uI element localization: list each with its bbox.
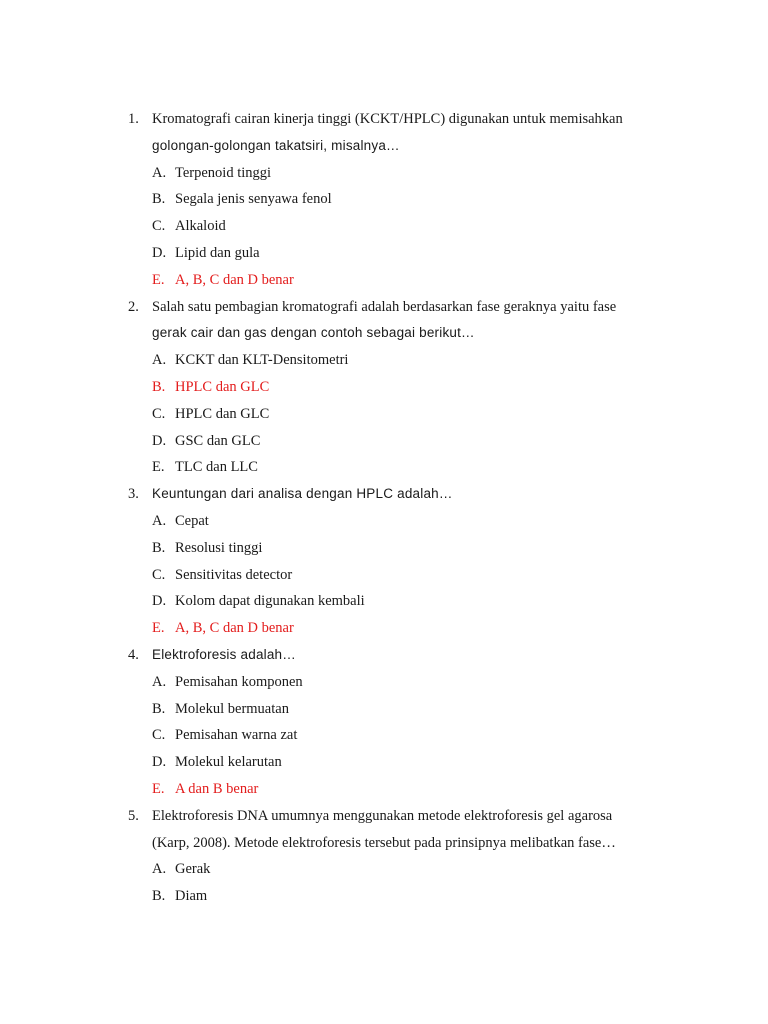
question-line [0,481,768,508]
option-b [0,535,768,562]
question-text: golongan-golongan takatsiri, misalnya… [152,137,400,153]
question-1 [0,106,768,294]
question-number: 4. [128,646,139,663]
option-letter: E. [152,780,165,797]
question-number: 1. [128,111,139,127]
question-line [0,642,768,669]
option-d [0,588,768,615]
option-c [0,562,768,589]
option-a [0,160,768,187]
option-letter: C. [152,727,166,744]
question-line [0,106,768,133]
question-line [0,803,768,830]
option-letter: C. [152,218,166,235]
option-a [0,669,768,696]
option-a [0,856,768,883]
question-line [0,133,768,160]
option-letter: C. [152,405,166,422]
option-e [0,454,768,481]
option-c [0,213,768,240]
question-number: 5. [128,807,139,824]
option-text: Resolusi tinggi [175,539,263,556]
question-line [0,294,768,321]
option-text: Cepat [175,512,209,529]
option-letter: E. [152,459,165,476]
option-letter: B. [152,378,166,395]
option-text: GSC dan GLC [175,432,261,449]
option-text: Alkaloid [175,218,226,235]
option-text: Segala jenis senyawa fenol [175,191,332,208]
option-text: Molekul kelarutan [175,754,282,771]
question-text: Salah satu pembagian kromatografi adalah berdasarkan fase geraknya yaitu fase [152,298,617,315]
option-letter: B. [152,888,166,905]
question-list [0,106,768,910]
question-2 [0,294,768,482]
option-letter: A. [152,673,167,690]
option-letter: D. [152,754,167,771]
option-text: Terpenoid tinggi [175,164,272,181]
option-text: KCKT dan KLT-Densitometri [175,352,349,369]
question-line [0,830,768,857]
option-text: TLC dan LLC [175,459,258,476]
question-text: (Karp, 2008). Metode elektroforesis tersebut pada prinsipnya melibatkan fase… [152,834,616,851]
option-text: Kolom dapat digunakan kembali [175,593,365,610]
option-e-correct-answer [0,267,768,294]
option-letter: B. [152,539,166,556]
question-text: gerak cair dan gas dengan contoh sebagai berikut… [152,325,475,341]
option-text: A dan B benar [175,780,259,797]
option-text: Pemisahan komponen [175,673,303,690]
option-c [0,722,768,749]
question-line [0,320,768,347]
option-letter: D. [152,593,167,610]
option-text: Pemisahan warna zat [175,727,298,744]
option-d [0,428,768,455]
option-text: Gerak [175,861,211,878]
question-text: Kromatografi cairan kinerja tinggi (KCKT/HPLC) digunakan untuk memisahkan [152,111,623,127]
option-b-correct-answer [0,374,768,401]
option-letter: A. [152,164,167,181]
option-text: A, B, C dan D benar [175,620,294,637]
option-letter: B. [152,700,166,717]
option-text: HPLC dan GLC [175,405,270,422]
option-text: A, B, C dan D benar [175,271,294,288]
option-e-correct-answer [0,615,768,642]
question-text: Elektroforesis DNA umumnya menggunakan metode elektroforesis gel agarosa [152,807,613,824]
option-a [0,508,768,535]
option-d [0,240,768,267]
option-letter: B. [152,191,166,208]
option-letter: E. [152,271,165,288]
option-b [0,883,768,910]
question-number: 2. [128,298,139,315]
option-text: Diam [175,888,208,905]
question-4 [0,642,768,803]
option-text: Lipid dan gula [175,244,260,261]
question-3 [0,481,768,642]
option-c [0,401,768,428]
question-text: Keuntungan dari analisa dengan HPLC adalah… [152,486,453,502]
question-number: 3. [128,486,139,503]
option-e-correct-answer [0,776,768,803]
option-text: Molekul bermuatan [175,700,289,717]
option-letter: D. [152,244,167,261]
option-d [0,749,768,776]
option-letter: D. [152,432,167,449]
option-letter: A. [152,512,167,529]
option-letter: A. [152,861,167,878]
option-text: HPLC dan GLC [175,378,270,395]
option-b [0,186,768,213]
option-a [0,347,768,374]
option-letter: E. [152,620,165,637]
option-letter: C. [152,566,166,583]
question-5 [0,803,768,910]
question-text: Elektroforesis adalah… [152,646,296,662]
option-b [0,696,768,723]
option-letter: A. [152,352,167,369]
option-text: Sensitivitas detector [175,566,293,583]
